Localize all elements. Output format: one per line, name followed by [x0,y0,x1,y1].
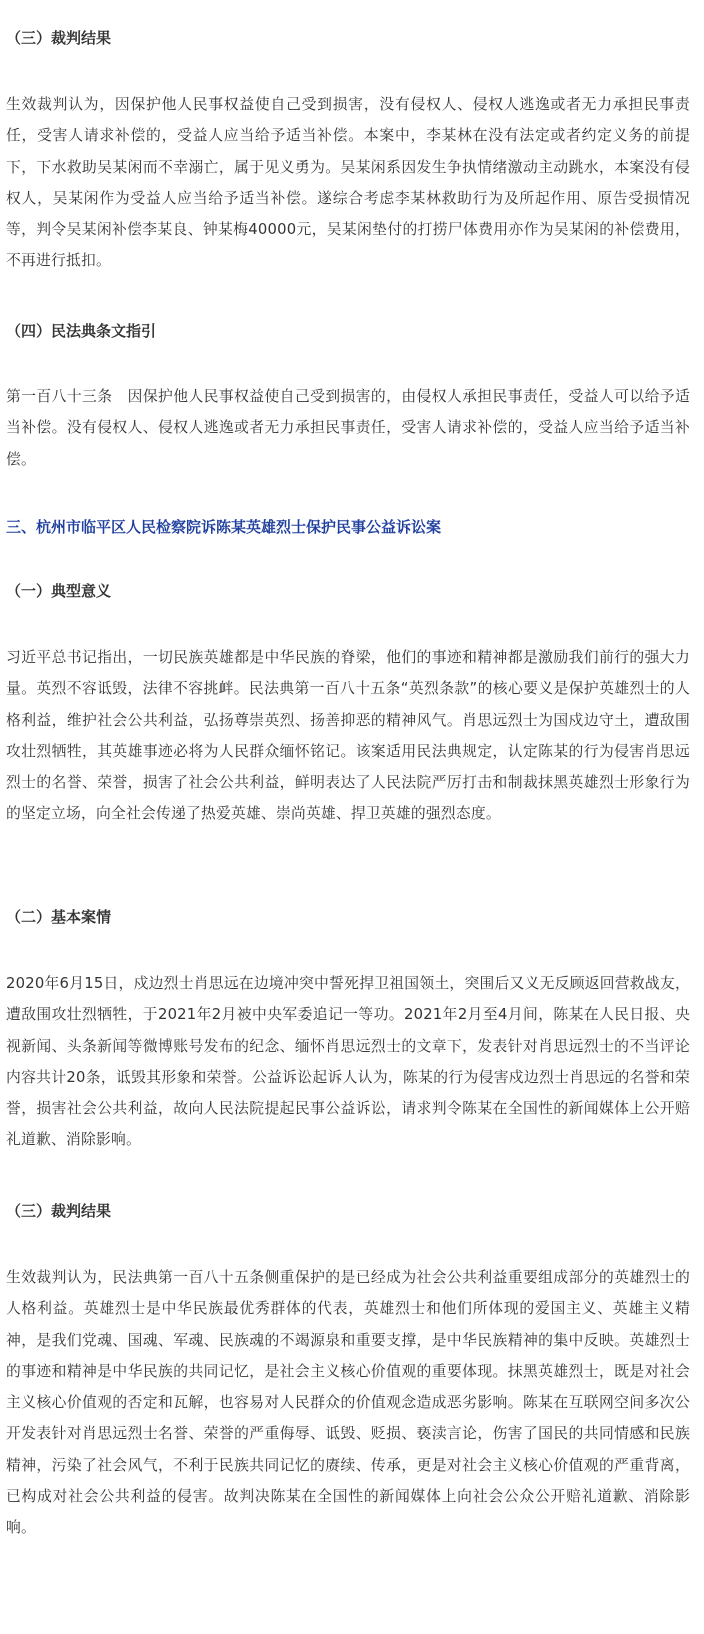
paragraph-significance: 习近平总书记指出，一切民族英雄都是中华民族的脊梁，他们的事迹和精神都是激励我们前行的强大力量。英烈不容诋毁，法律不容挑衅。民法典第一百八十五条“英烈条款”的核心要义是保护英雄烈士的人格利益，维护社会公共利益，弘扬尊崇英烈、扬善抑恶的精神风气。肖思远烈士为国戍边守土，遭敌围攻壮烈牺牲，其英雄事迹必将为人民群众缅怀铭记。该案适用民法典规定，认定陈某的行为侵害肖思远烈士的名誉、荣誉，损害了社会公共利益，鲜明表达了人民法院严厉打击和制裁抹黑英雄烈士形象行为的坚定立场，向全社会传递了热爱英雄、崇尚英雄、捍卫英雄的强烈态度。 [6,649,690,823]
case-title: 三、杭州市临平区人民检察院诉陈某英雄烈士保护民事公益诉讼案 [6,518,442,536]
section-heading-basic-facts: （二）基本案情 [6,908,112,926]
section-heading-civil-code: （四）民法典条文指引 [6,322,157,340]
section-heading-verdict-2: （三）裁判结果 [6,1202,112,1220]
paragraph-basic-facts: 2020年6月15日，戍边烈士肖思远在边境冲突中誓死捍卫祖国领土，突围后又义无反顾返回营救战友，遭敌围攻壮烈牺牲，于2021年2月被中央军委追记一等功。2021年2月至4月间，陈某在人民日报、央视新闻、头条新闻等微博账号发布的纪念、缅怀肖思远烈士的文章下，发表针对肖思远烈士的不当评论内容共计20条，诋毁其形象和荣誉。公益诉讼起诉人认为，陈某的行为侵害戍边烈士肖思远的名誉和荣誉，损害社会公共利益，故向人民法院提起民事公益诉讼，请求判令陈某在全国性的新闻媒体上公开赔礼道歉、消除影响。 [6,975,690,1149]
paragraph-civil-code: 第一百八十三条 因保护他人民事权益使自己受到损害的，由侵权人承担民事责任，受益人可以给予适当补偿。没有侵权人、侵权人逃逸或者无力承担民事责任，受害人请求补偿的，受益人应当给予适当补偿。 [6,388,690,468]
paragraph-verdict: 生效裁判认为，因保护他人民事权益使自己受到损害，没有侵权人、侵权人逃逸或者无力承担民事责任，受害人请求补偿的，受益人应当给予适当补偿。本案中，李某林在没有法定或者约定义务的前提下，下水救助吴某闲而不幸溺亡，属于见义勇为。吴某闲系因发生争执情绪激动主动跳水，本案没有侵权人，吴某闲作为受益人应当给予适当补偿。遂综合考虑李某林救助行为及所起作用、原告受损情况等，判令吴某闲补偿李某良、钟某梅40000元，吴某闲垫付的打捞尸体费用亦作为吴某闲的补偿费用，不再进行抵扣。 [6,96,690,270]
paragraph-verdict-2: 生效裁判认为，民法典第一百八十五条侧重保护的是已经成为社会公共利益重要组成部分的英雄烈士的人格利益。英雄烈士是中华民族最优秀群体的代表，英雄烈士和他们所体现的爱国主义、英雄主义精神，是我们党魂、国魂、军魂、民族魂的不竭源泉和重要支撑，是中华民族精神的集中反映。英雄烈士的事迹和精神是中华民族的共同记忆，是社会主义核心价值观的重要体现。抹黑英雄烈士，既是对社会主义核心价值观的否定和瓦解，也容易对人民群众的价值观念造成恶劣影响。陈某在互联网空间多次公开发表针对肖思远烈士名誉、荣誉的严重侮辱、诋毁、贬损、亵渎言论，伤害了国民的共同情感和民族精神，污染了社会风气，不利于民族共同记忆的赓续、传承，更是对社会主义核心价值观的严重背离，已构成对社会公共利益的侵害。故判决陈某在全国性的新闻媒体上向社会公众公开赔礼道歉、消除影响。 [6,1269,690,1537]
section-heading-significance: （一）典型意义 [6,582,112,600]
section-heading-verdict: （三）裁判结果 [6,29,112,47]
